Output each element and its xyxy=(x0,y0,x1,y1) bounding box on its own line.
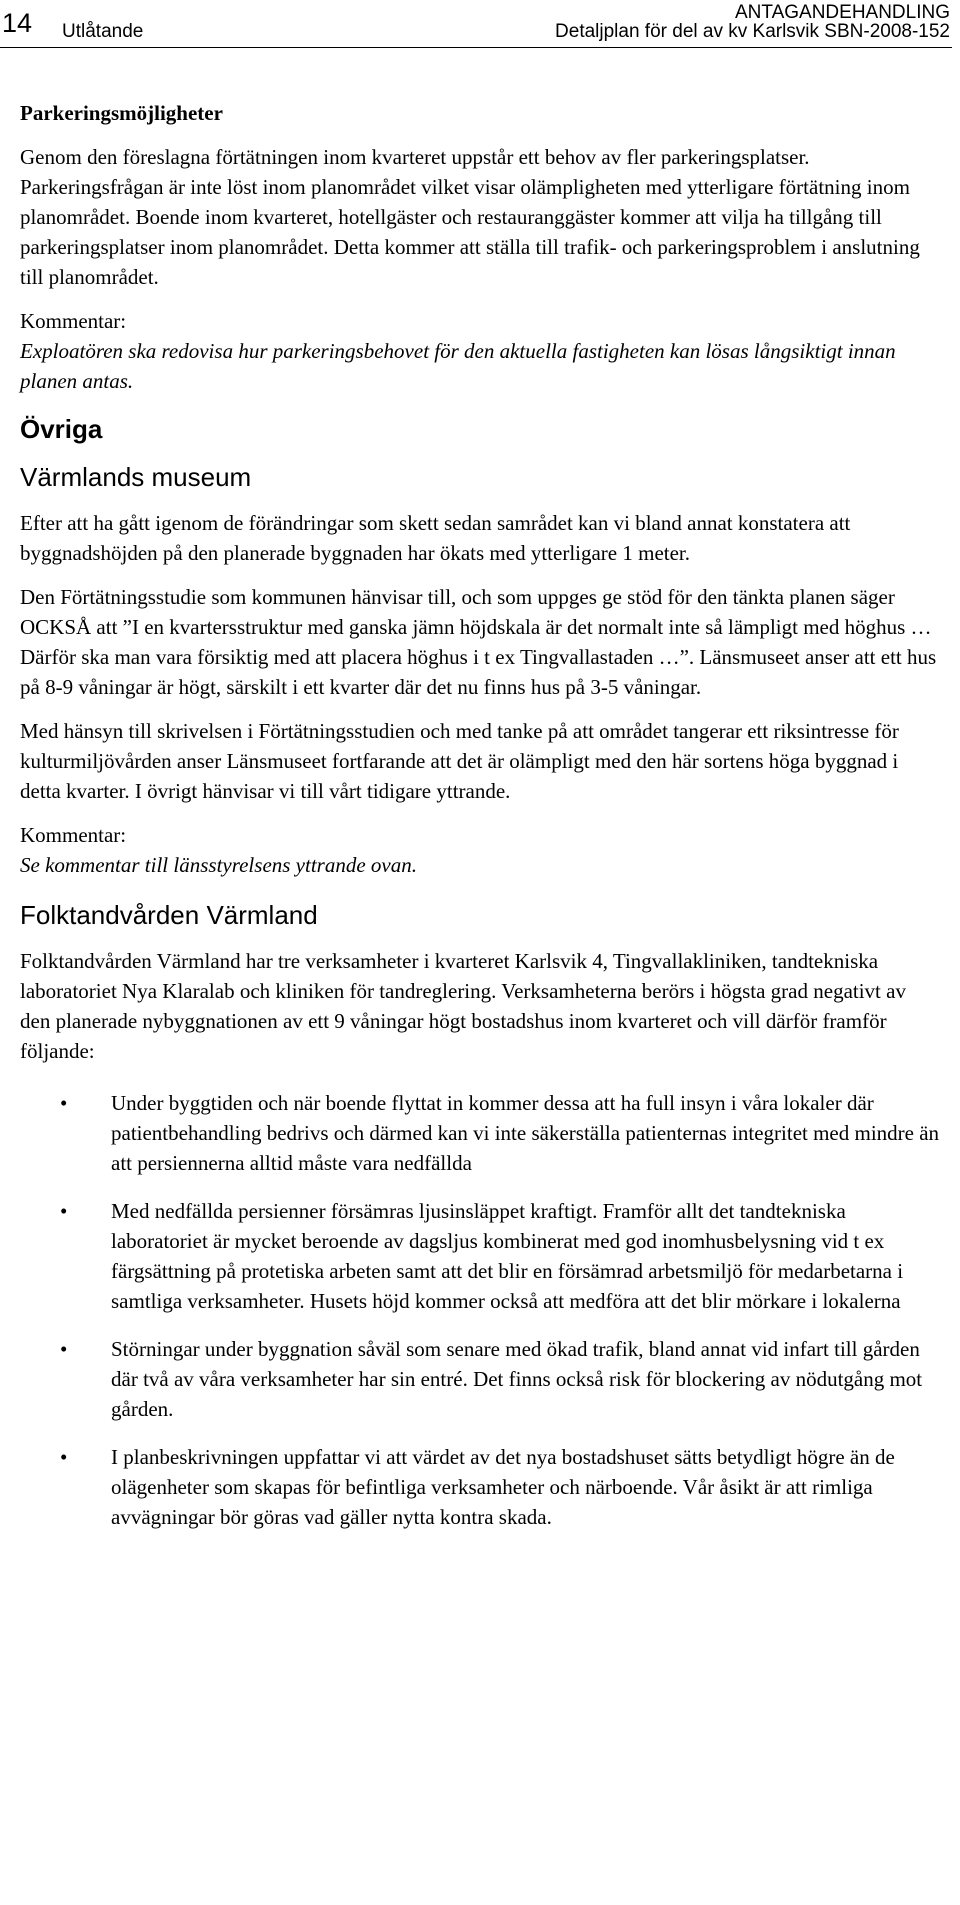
museum-comment-label: Kommentar: xyxy=(20,823,127,847)
museum-paragraph-1: Efter att ha gått igenom de förändringar som skett sedan samrådet kan vi bland annat konstatera att byggnadshöjden på den planerade byggnaden har ökats med ytterligare 1 meter. xyxy=(20,511,851,565)
list-item xyxy=(20,1442,940,1532)
list-item xyxy=(20,1334,940,1424)
bullet-icon: • xyxy=(60,1199,68,1223)
parking-heading: Parkeringsmöjligheter xyxy=(20,101,223,125)
document-body xyxy=(20,98,940,1550)
list-item-text: Med nedfällda persienner försämras ljusinsläppet kraftigt. Framför allt det tandtekniska laboratoriet är mycket beroende av dagsljus kombinerat med god inomhusbelysning vid t ex färgsättning på protetiska arbeten samt att det blir en försämrad arbetsmiljö för medarbetarna i samtliga verksamheter. Husets höjd kommer också att medföra att det blir mörkare i lokalerna xyxy=(111,1199,904,1313)
museum-comment-text: Se kommentar till länsstyrelsens yttrande ovan. xyxy=(20,853,417,877)
list-item-text: I planbeskrivningen uppfattar vi att värdet av det nya bostadshuset sätts betydligt högre än de olägenheter som skapas för befintliga verksamheter och närboende. Vår åsikt är att rimliga avvägningar bör göras vad gäller nytta kontra skada. xyxy=(111,1445,895,1529)
section-heading-ovriga: Övriga xyxy=(20,414,103,444)
bullet-icon: • xyxy=(60,1091,68,1115)
list-item-text: Under byggtiden och när boende flyttat in kommer dessa att ha full insyn i våra lokaler där patientbehandling bedrivs och därmed kan vi inte säkerställa patienternas integritet med mindre än att persiennerna alltid måste vara nedfällda xyxy=(111,1091,940,1175)
parking-comment-label: Kommentar: xyxy=(20,309,127,333)
list-item-text: Störningar under byggnation såväl som senare med ökad trafik, bland annat vid infart till gården där två av våra verksamheter har sin entré. Det finns också risk för blockering av nödutgång mot gården. xyxy=(111,1337,923,1421)
museum-heading: Värmlands museum xyxy=(20,462,252,492)
list-item xyxy=(20,1088,940,1178)
document-type: Utlåtande xyxy=(62,21,144,42)
document-title: Detaljplan för del av kv Karlsvik SBN-2008-152 xyxy=(555,21,950,42)
parking-comment-text: Exploatören ska redovisa hur parkeringsbehovet för den aktuella fastigheten kan lösas långsiktigt innan planen antas. xyxy=(20,339,896,393)
folktand-intro: Folktandvården Värmland har tre verksamheter i kvarteret Karlsvik 4, Tingvallakliniken, tandtekniska laboratoriet Nya Klaralab och kliniken för tandreglering. Verksamheterna berörs i högsta grad negativt av den planerade nybyggnationen av ett 9 våningar högt bostadshus inom kvarteret och vill därför framför följande: xyxy=(20,949,906,1063)
folktand-heading: Folktandvården Värmland xyxy=(20,900,318,930)
bullet-icon: • xyxy=(60,1445,68,1469)
page-number: 14 xyxy=(2,8,33,38)
parking-paragraph: Genom den föreslagna förtätningen inom kvarteret uppstår ett behov av fler parkeringsplatser. Parkeringsfrågan är inte löst inom planområdet vilket visar olämpligheten med ytterligare förtätning inom planområdet. Boende inom kvarteret, hotellgäster och restauranggäster kommer att vilja ha tillgång till parkeringsplatser inom planområdet. Detta kommer att ställa till trafik- och parkeringsproblem i anslutning till planområdet. xyxy=(20,145,920,289)
museum-paragraph-3: Med hänsyn till skrivelsen i Förtätningsstudien och med tanke på att området tangerar ett riksintresse för kulturmiljövården anser Länsmuseet fortfarande att det är olämpligt med den här sortens höga byggnad i detta kvarter. I övrigt hänvisar vi till vårt tidigare yttrande. xyxy=(20,719,899,803)
document-stage: ANTAGANDEHANDLING xyxy=(734,2,950,23)
list-item xyxy=(20,1196,940,1316)
header-divider xyxy=(0,47,952,48)
museum-paragraph-2: Den Förtätningsstudie som kommunen hänvisar till, och som uppges ge stöd för den tänkta planen säger OCKSÅ att ”I en kvartersstruktur med ganska jämn höjdskala är det normalt inte så lämpligt med höghus … Därför ska man vara försiktig med att placera höghus i t ex Tingvallastaden …”. Länsmuseet anser att ett hus på 8-9 våningar är högt, särskilt i ett kvarter där det nu finns hus på 3-5 våningar. xyxy=(20,585,937,699)
folktand-bullet-list xyxy=(20,1088,940,1532)
bullet-icon: • xyxy=(60,1337,68,1361)
